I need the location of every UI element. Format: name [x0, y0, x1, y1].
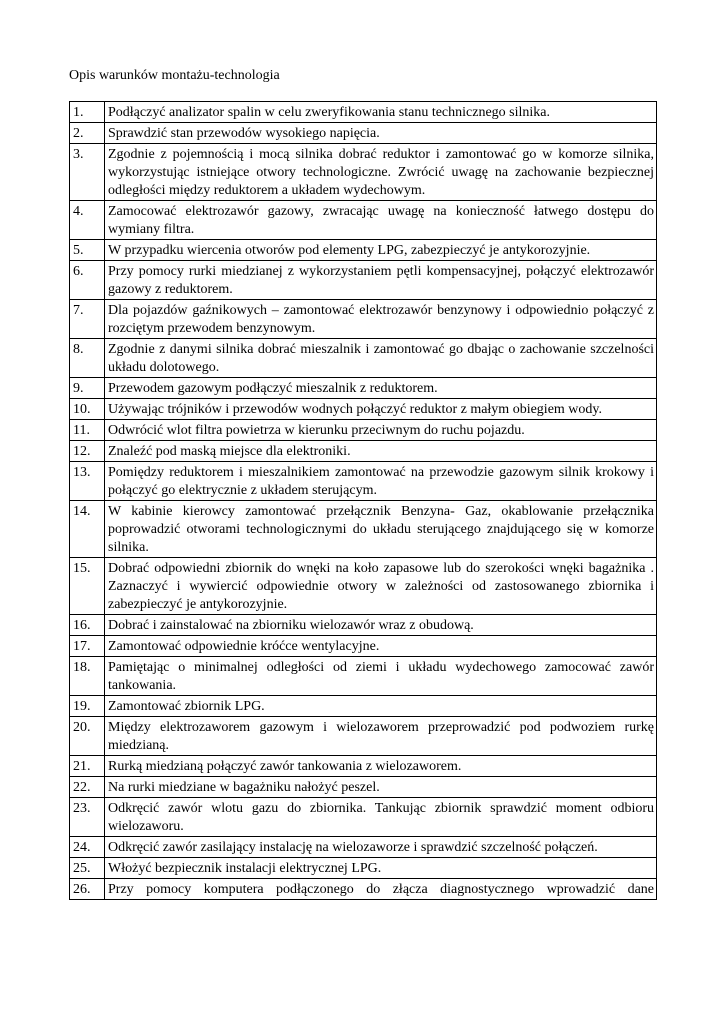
step-text: Używając trójników i przewodów wodnych połączyć reduktor z małym obiegiem wody. [105, 399, 657, 420]
step-number: 15. [70, 558, 105, 615]
step-number: 19. [70, 696, 105, 717]
step-number: 18. [70, 657, 105, 696]
step-text: Zamontować odpowiednie króćce wentylacyjne. [105, 636, 657, 657]
step-text: Odkręcić zawór zasilający instalację na wielozaworze i sprawdzić szczelność połączeń. [105, 837, 657, 858]
step-number: 13. [70, 462, 105, 501]
step-row [70, 717, 657, 756]
step-number: 3. [70, 144, 105, 201]
step-number: 25. [70, 858, 105, 879]
step-row [70, 441, 657, 462]
step-row [70, 858, 657, 879]
step-row [70, 240, 657, 261]
step-text: Dobrać odpowiedni zbiornik do wnęki na koło zapasowe lub do szerokości wnęki bagażnika . Zaznaczyć i wywiercić odpowiednie otwory w zależności od zastosowanego zbiornika i zabezpieczyć je antykorozyjnie. [105, 558, 657, 615]
step-row [70, 501, 657, 558]
step-text: Dla pojazdów gaźnikowych – zamontować elektrozawór benzynowy i odpowiednio połączyć z rozciętym przewodem benzynowym. [105, 300, 657, 339]
step-number: 21. [70, 756, 105, 777]
step-text: Pomiędzy reduktorem i mieszalnikiem zamontować na przewodzie gazowym silnik krokowy i połączyć go elektrycznie z układem sterującym. [105, 462, 657, 501]
step-text: Zgodnie z pojemnością i mocą silnika dobrać reduktor i zamontować go w komorze silnika, wykorzystując istniejące otwory technologiczne. Zwrócić uwagę na zachowanie bezpiecznej odległości między reduktorem a układem wydechowym. [105, 144, 657, 201]
step-row [70, 636, 657, 657]
step-row [70, 837, 657, 858]
step-number: 10. [70, 399, 105, 420]
step-number: 24. [70, 837, 105, 858]
step-row [70, 144, 657, 201]
step-text: Przy pomocy komputera podłączonego do złącza diagnostycznego wprowadzić dane [105, 879, 657, 900]
step-row [70, 615, 657, 636]
step-text: Podłączyć analizator spalin w celu zweryfikowania stanu technicznego silnika. [105, 102, 657, 123]
step-number: 7. [70, 300, 105, 339]
step-text: Między elektrozaworem gazowym i wielozaworem przeprowadzić pod podwoziem rurkę miedzianą. [105, 717, 657, 756]
step-row [70, 558, 657, 615]
step-number: 11. [70, 420, 105, 441]
step-number: 12. [70, 441, 105, 462]
step-number: 20. [70, 717, 105, 756]
step-row [70, 879, 657, 900]
step-number: 9. [70, 378, 105, 399]
step-row [70, 123, 657, 144]
step-row [70, 657, 657, 696]
step-text: Sprawdzić stan przewodów wysokiego napięcia. [105, 123, 657, 144]
step-text: Odwrócić wlot filtra powietrza w kierunku przeciwnym do ruchu pojazdu. [105, 420, 657, 441]
installation-steps-table [69, 101, 657, 900]
step-text: Włożyć bezpiecznik instalacji elektrycznej LPG. [105, 858, 657, 879]
step-row [70, 102, 657, 123]
step-number: 2. [70, 123, 105, 144]
step-row [70, 420, 657, 441]
step-number: 4. [70, 201, 105, 240]
step-row [70, 399, 657, 420]
step-row [70, 261, 657, 300]
step-text: Zgodnie z danymi silnika dobrać mieszalnik i zamontować go dbając o zachowanie szczelności układu dolotowego. [105, 339, 657, 378]
step-text: Dobrać i zainstalować na zbiorniku wielozawór wraz z obudową. [105, 615, 657, 636]
step-number: 23. [70, 798, 105, 837]
step-number: 6. [70, 261, 105, 300]
step-number: 14. [70, 501, 105, 558]
step-number: 17. [70, 636, 105, 657]
step-text: Odkręcić zawór wlotu gazu do zbiornika. Tankując zbiornik sprawdzić moment odbioru wielozaworu. [105, 798, 657, 837]
step-text: Rurką miedzianą połączyć zawór tankowania z wielozaworem. [105, 756, 657, 777]
step-number: 22. [70, 777, 105, 798]
step-row [70, 798, 657, 837]
step-row [70, 378, 657, 399]
document-title: Opis warunków montażu-technologia [69, 68, 280, 83]
step-number: 26. [70, 879, 105, 900]
step-row [70, 462, 657, 501]
step-row [70, 201, 657, 240]
step-row [70, 300, 657, 339]
step-text: W kabinie kierowcy zamontować przełącznik Benzyna- Gaz, okablowanie przełącznika poprowadzić otworami technologicznymi do układu sterującego znajdującego się w komorze silnika. [105, 501, 657, 558]
step-text: Znaleźć pod maską miejsce dla elektroniki. [105, 441, 657, 462]
step-row [70, 696, 657, 717]
step-text: Pamiętając o minimalnej odległości od ziemi i układu wydechowego zamocować zawór tankowania. [105, 657, 657, 696]
step-text: Zamocować elektrozawór gazowy, zwracając uwagę na konieczność łatwego dostępu do wymiany filtra. [105, 201, 657, 240]
step-text: Przy pomocy rurki miedzianej z wykorzystaniem pętli kompensacyjnej, połączyć elektrozawór gazowy z reduktorem. [105, 261, 657, 300]
step-number: 5. [70, 240, 105, 261]
step-number: 16. [70, 615, 105, 636]
step-text: Zamontować zbiornik LPG. [105, 696, 657, 717]
step-number: 8. [70, 339, 105, 378]
step-row [70, 339, 657, 378]
step-row [70, 756, 657, 777]
step-text: Na rurki miedziane w bagażniku nałożyć peszel. [105, 777, 657, 798]
step-number: 1. [70, 102, 105, 123]
step-text: Przewodem gazowym podłączyć mieszalnik z reduktorem. [105, 378, 657, 399]
step-text: W przypadku wiercenia otworów pod elementy LPG, zabezpieczyć je antykorozyjnie. [105, 240, 657, 261]
step-row [70, 777, 657, 798]
